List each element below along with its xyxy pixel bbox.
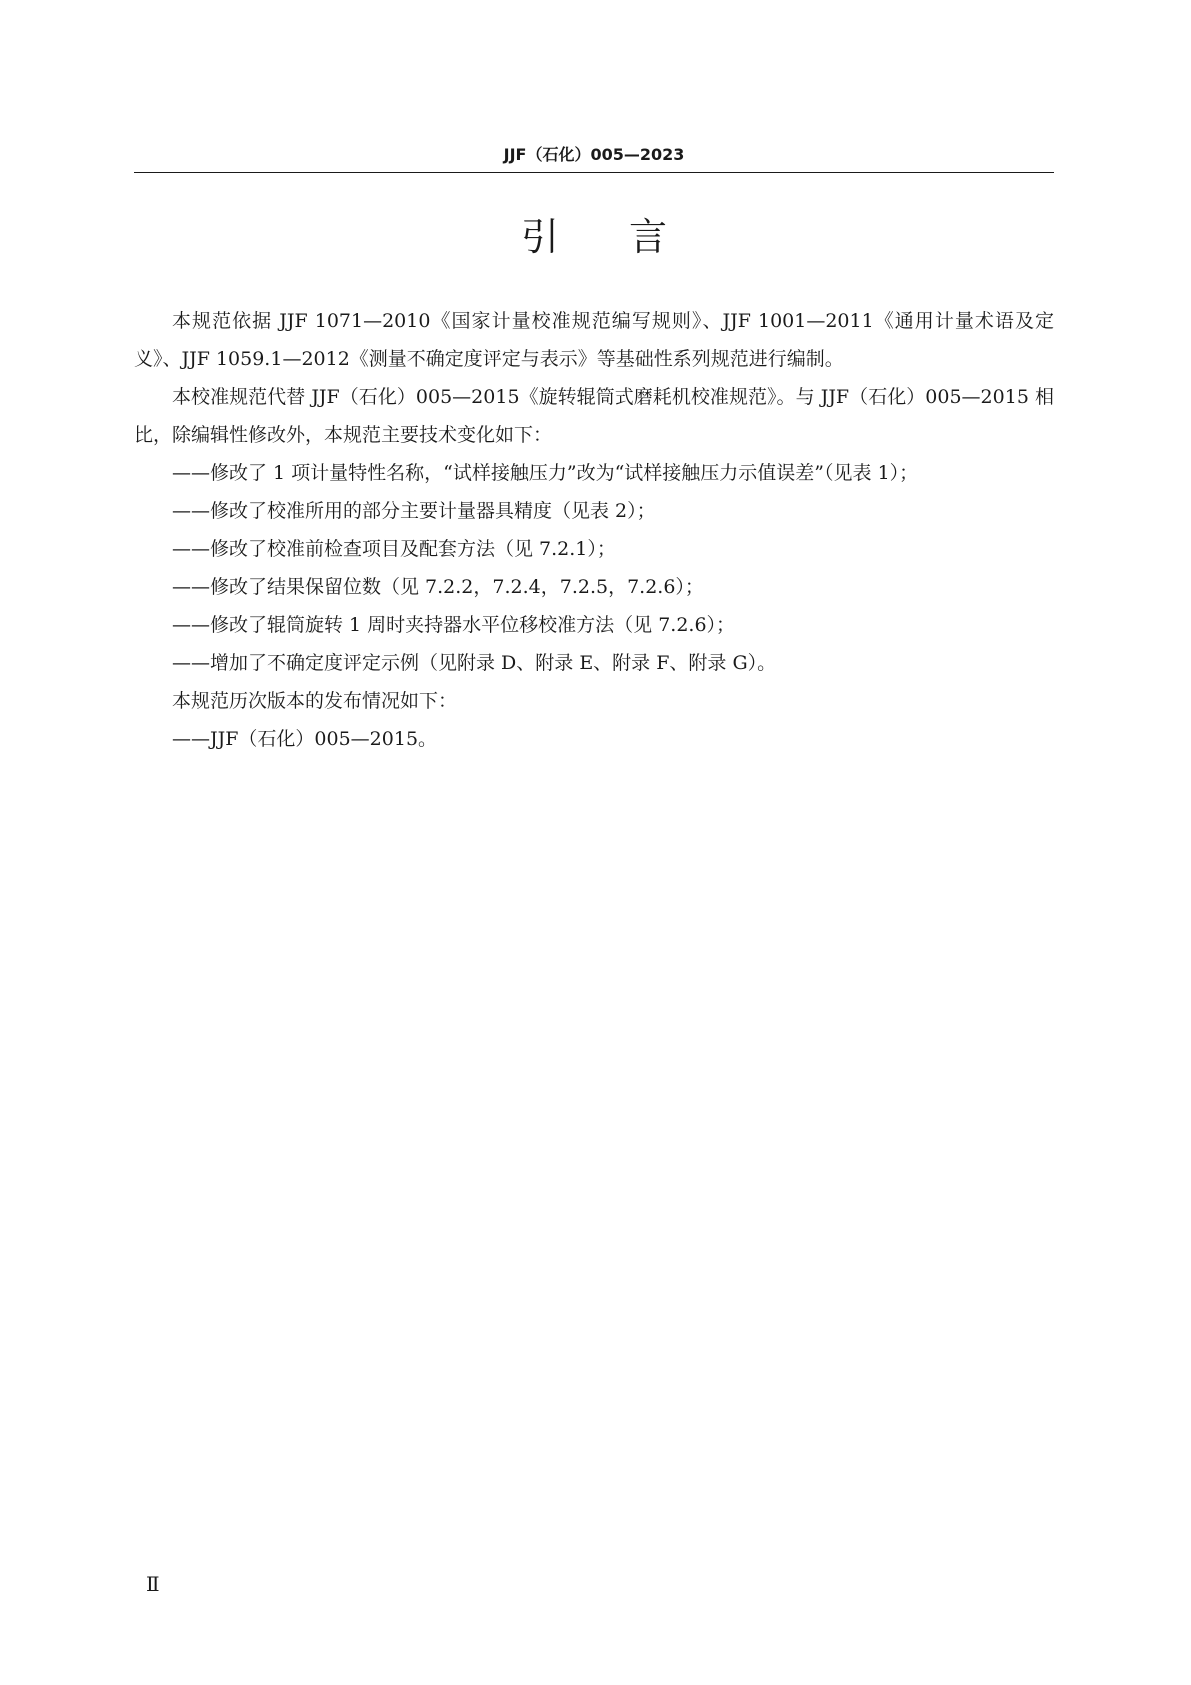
document-body — [134, 302, 1054, 758]
paragraph-replacement: 本校准规范代替 JJF（石化）005—2015《旋转辊筒式磨耗机校准规范》。与 JJF（石化）005—2015 相比，除编辑性修改外，本规范主要技术变化如下： — [134, 386, 1054, 446]
page-title: 引言 — [520, 215, 737, 259]
page-number: Ⅱ — [146, 1572, 160, 1596]
change-item-4: ——修改了结果保留位数（见 7.2.2，7.2.4，7.2.5，7.2.6）； — [172, 576, 704, 598]
change-item-6: ——增加了不确定度评定示例（见附录 D、附录 E、附录 F、附录 G）。 — [172, 652, 777, 674]
change-item-5: ——修改了辊筒旋转 1 周时夹持器水平位移校准方法（见 7.2.6）； — [172, 614, 736, 636]
running-header: JJF（石化）005—2023 — [503, 145, 685, 164]
change-item-1: ——修改了 1 项计量特性名称，“试样接触压力”改为“试样接触压力示值误差”（见表 1）； — [172, 462, 919, 484]
change-item-3: ——修改了校准前检查项目及配套方法（见 7.2.1）； — [172, 538, 616, 560]
change-item-2: ——修改了校准所用的部分主要计量器具精度（见表 2）； — [172, 500, 656, 522]
history-intro: 本规范历次版本的发布情况如下： — [172, 690, 458, 712]
paragraph-basis: 本规范依据 JJF 1071—2010《国家计量校准规范编写规则》、JJF 1001—2011《通用计量术语及定义》、JJF 1059.1—2012《测量不确定度评定与表示》等基础性系列规范进行编制。 — [134, 310, 1054, 370]
header-divider — [134, 172, 1054, 173]
history-item-1: ——JJF（石化）005—2015。 — [172, 728, 438, 750]
